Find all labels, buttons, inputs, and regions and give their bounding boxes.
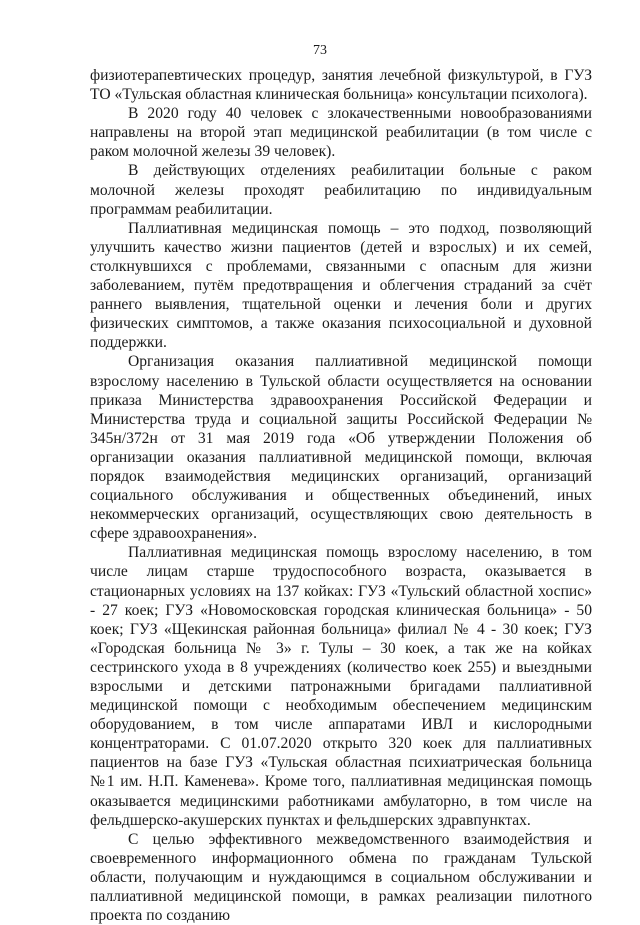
paragraph-palliative-beds: Паллиативная медицинская помощь взрослому населению, в том числе лицам старше трудоспособного возраста, оказывается в стационарных условиях на 137 койках: ГУЗ «Тульский областной хоспис» - 27 коек; ГУЗ «Новомосковская городская клиническая больница» - 50 коек; ГУЗ «Щекинская районная больница» филиал № 4 - 30 коек; ГУЗ «Городская больница № 3» г. Тулы – 30 коек, а так же на койках сестринского ухода в 8 учреждениях (количество коек 255) и выездными взрослыми и детскими патронажными бригадами паллиативной медицинской помощи с необходимым обеспечением медицинским оборудованием, в том числе аппаратами ИВЛ и кислородными концентраторами. С 01.07.2020 открыто 320 коек для паллиативных пациентов на базе ГУЗ «Тульская областная психиатрическая больница №1 им. Н.П. Каменева». Кроме того, паллиативная медицинская помощь оказывается медицинскими работниками амбулаторно, в том числе на фельдшерско-акушерских пунктах и фельдшерских здравпунктах. <box>90 544 592 829</box>
paragraph-palliative-organization: Организация оказания паллиативной медицинской помощи взрослому населению в Тульской области осуществляется на основании приказа Министерства здравоохранения Российской Федерации и Министерства труда и социальной защиты Российской Федерации № 345н/372н от 31 мая 2019 года «Об утверждении Положения об организации оказания паллиативной медицинской помощи, включая порядок взаимодействия медицинских организаций, организаций социального обслуживания и общественных объединений, иных некоммерческих организаций, осуществляющих свою деятельность в сфере здравоохранения». <box>90 353 592 543</box>
paragraph-interagency-cooperation: С целью эффективного межведомственного взаимодействия и своевременного информационного обмена по гражданам Тульской области, получающим и нуждающимся в социальном обслуживании и паллиативной медицинской помощи, в рамках реализации пилотного проекта по созданию <box>90 830 592 925</box>
paragraph-rehabilitation-stats: В 2020 году 40 человек с злокачественными новообразованиями направлены на второй этап медицинской реабилитации (в том числе с раком молочной железы 39 человек). <box>90 105 592 161</box>
document-body <box>90 66 592 925</box>
page-number: 73 <box>313 43 327 58</box>
paragraph-palliative-definition: Паллиативная медицинская помощь – это подход, позволяющий улучшить качество жизни пациентов (детей и взрослых) и их семей, столкнувшихся с проблемами, связанными с опасным для жизни заболеванием, путём предотвращения и облегчения страданий за счёт раннего выявления, тщательной оценки и лечения боли и других физических симптомов, а также оказания психосоциальной и духовной поддержки. <box>90 219 592 352</box>
paragraph-continuation: физиотерапевтических процедур, занятия лечебной физкультурой, в ГУЗ ТО «Тульская областная клиническая больница» консультации психолога). <box>90 67 592 104</box>
paragraph-rehabilitation-departments: В действующих отделениях реабилитации больные с раком молочной железы проходят реабилитацию по индивидуальным программам реабилитации. <box>90 162 592 218</box>
